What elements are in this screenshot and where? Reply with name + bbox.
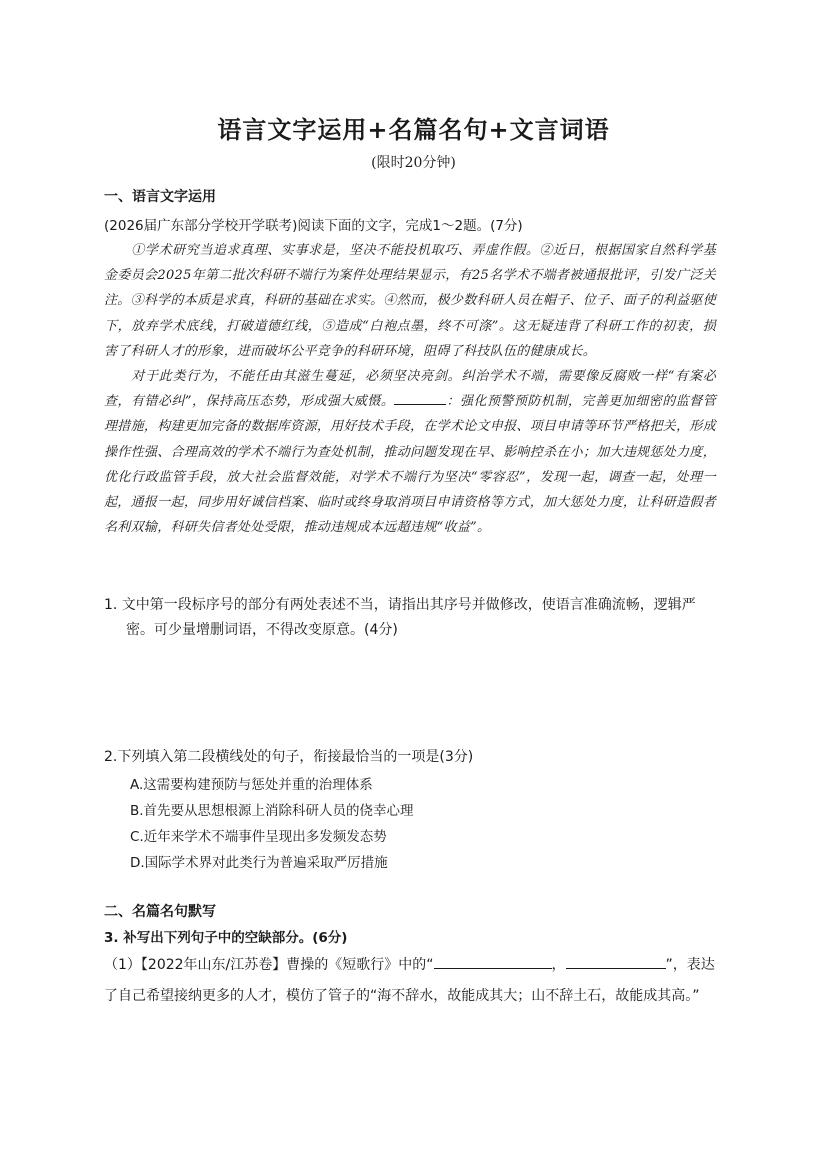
fill-in-blank-line — [394, 392, 446, 405]
question-1-line-2: 密。可少量增删词语，不得改变原意。(4分) — [126, 622, 398, 638]
question-1-line-1: 1. 文中第一段标序号的部分有两处表述不当，请指出其序号并做修改，使语言准确流畅，逻辑严 — [104, 597, 696, 613]
item-1-rest: ”，表达了自己希望接纳更多的人才，模仿了管子的“海不辞水，故能成其大；山不辞土石，故能成其高。” — [104, 957, 715, 1004]
page-title: 语言文字运用+名篇名句+文言词语 — [217, 115, 610, 144]
paragraph-2-lead: 对于此类行为，不能任由其滋生蔓延，必须坚决亮剑。纠治学术不端，需要像反腐败一样“有案必查，有错必纠”，保持高压态势，形成强大威慑。 — [104, 369, 716, 410]
question-3-stem: 3. 补写出下列句子中的空缺部分。(6分) — [104, 930, 348, 946]
answer-blank-2[interactable] — [566, 954, 666, 969]
option-a: A.这需要构建预防与惩处并重的治理体系 — [130, 777, 373, 793]
reading-passage — [104, 238, 716, 540]
item-1-prompt: （1）【2022年山东/江苏卷】曹操的《短歌行》中的“ — [104, 957, 434, 973]
time-limit-note: (限时20分钟) — [371, 155, 456, 171]
question-1 — [104, 593, 726, 643]
passage-paragraph-1: ①学术研究当追求真理、实事求是，坚决不能投机取巧、弄虚作假。②近日，根据国家自然科学基金委员会2025年第二批次科研不端行为案件处理结果显示，有25名学术不端者被通报批评，引发广泛关注。③科学的本质是求真，科研的基础在求实。④然而，极少数科研人员在帽子、位子、面子的利益驱使下，放弃学术底线，打破道德红线，⑤造成“白袍点墨，终不可涤”。这无疑违背了科研工作的初衷，损害了科研人才的形象，进而破坏公平竞争的科研环境，阻碍了科技队伍的健康成长。 — [104, 243, 716, 359]
answer-blank-1[interactable] — [434, 954, 552, 969]
question-3-item-1 — [104, 950, 726, 1012]
passage-source: (2026届广东部分学校开学联考)阅读下面的文字，完成1～2题。(7分) — [104, 218, 523, 234]
paragraph-2-rest: ：强化预警预防机制，完善更加细密的监督管理措施，构建更加完备的数据库资源，用好技术手段，在学术论文申报、项目申请等环节严格把关，形成操作性强、合理高效的学术不端行为查处机制，推动问题发现在早、影响控杀在小；加大违规惩处力度，优化行政监管手段，放大社会监督效能，对学术不端行为坚决“零容忍”，发现一起，调查一起，处理一起，通报一起，同步用好诚信档案、临时或终身取消项目申请资格等方式，加大惩处力度，让科研造假者名利双输，科研失信者处处受限，推动违规成本远超违规“收益”。 — [104, 394, 716, 536]
section-1-heading: 一、语言文字运用 — [104, 189, 216, 205]
option-b: B.首先要从思想根源上消除科研人员的侥幸心理 — [130, 803, 414, 819]
passage-paragraph-2 — [104, 364, 716, 540]
option-c: C.近年来学术不端事件呈现出多发频发态势 — [130, 829, 387, 845]
item-1-separator: ， — [551, 957, 566, 973]
option-d: D.国际学术界对此类行为普遍采取严厉措施 — [130, 855, 388, 871]
section-2-heading: 二、名篇名句默写 — [104, 904, 216, 920]
question-2-stem: 2.下列填入第二段横线处的句子，衔接最恰当的一项是(3分) — [104, 749, 474, 765]
